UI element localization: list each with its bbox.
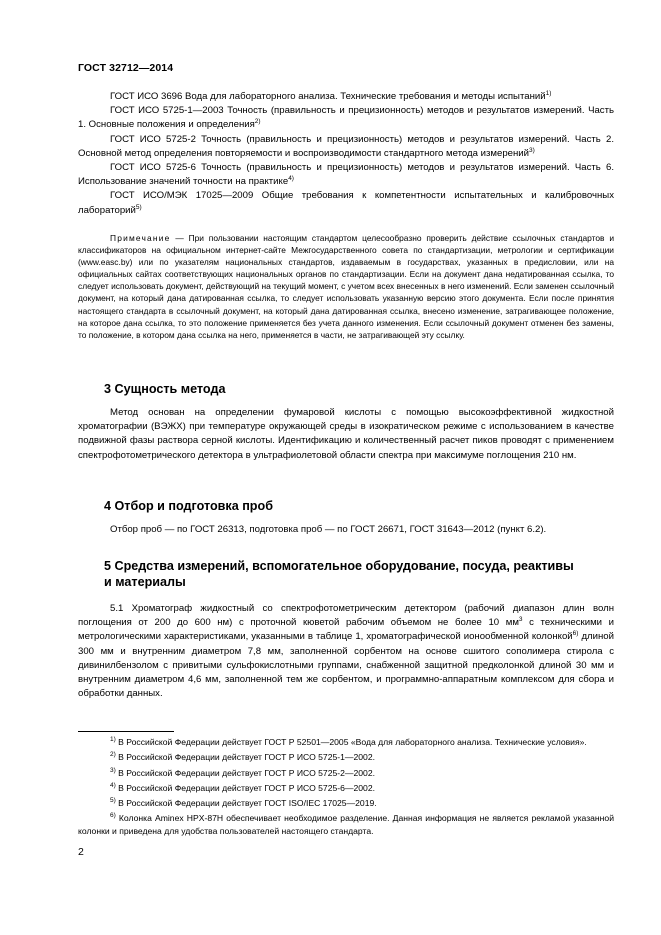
section-4-paragraph: Отбор проб — по ГОСТ 26313, подготовка проб — по ГОСТ 26671, ГОСТ 31643—2012 (пункт 6.2). — [110, 524, 547, 535]
footnote-item — [78, 751, 614, 763]
footnote-divider — [78, 731, 174, 732]
paragraph-text: с техническими и метрологическими характеристиками, указанными в таблице 1, хроматографической ионообменной колонкой — [78, 617, 614, 643]
footnote-item — [78, 797, 614, 809]
footnote-item — [78, 767, 614, 779]
footnote-ref[interactable]: 4) — [288, 175, 294, 183]
reference-item — [78, 133, 614, 161]
footnote-mark: 1) — [110, 736, 116, 743]
footnote-ref[interactable]: 3) — [529, 146, 535, 154]
footnote-item — [78, 736, 614, 748]
reference-item — [78, 161, 614, 189]
reference-text: ГОСТ ИСО 3696 Вода для лабораторного анализа. Технические требования и методы испытаний — [110, 91, 546, 102]
section-5-heading — [104, 558, 624, 590]
footnote-text: В Российской Федерации действует ГОСТ Р ИСО 5725-2—2002. — [115, 767, 376, 778]
reference-item — [78, 104, 614, 132]
footnote-item — [78, 812, 614, 837]
reference-item — [78, 189, 614, 217]
footnote-mark: 5) — [110, 797, 116, 805]
reference-text: ГОСТ ИСО 5725-2 Точность (правильность и прецизионность) методов и результатов измерений. Часть 2. Основной метод определения повторяемости и воспроизводимости стандартного метода измерений — [78, 133, 614, 159]
page-number: 2 — [78, 846, 84, 858]
footnote-ref[interactable]: 1) — [545, 90, 552, 97]
note-label: Примечание — [110, 233, 171, 243]
section-3-paragraph: Метод основан на определении фумаровой кислоты с помощью высокоэффективной жидкостной хроматографии (ВЭЖХ) при температуре окружающей среды в изократическом режиме с использованием в качестве подвижной фазы раствора серной кислоты. Идентификацию и количественный расчет пиков проводят с применением спектрофотометрического детектора в ультрафиолетовой области спектра при максимуме поглощения 210 нм. — [78, 407, 614, 461]
section-3-body — [78, 406, 614, 463]
note-text: — При пользовании настоящим стандартом целесообразно проверить действие ссылочных стандартов и классификаторов на официальном интернет-сайте Межгосударственного совета по стандартизации, метрологии и сертификации (www.easc.by) или по указателям национальных стандартов, издаваемым в государствах, указанных в предисловии, или на официальных сайтах соответствующих национальных органов по стандартизации. Если на документ дана недатированная ссылка, то следует использовать документ, действующий на текущий момент, с учетом всех внесенных в него изменений. Если заменен ссылочный документ, на который дана датированная ссылка, то следует использовать указанную версию этого документа. Если после принятия настоящего стандарта в ссылочный документ, на который дана датированная ссылка, внесено изменение, затрагивающее положение, на которое дана ссылка, то это положение применяется без учета данного изменения. Если ссылочный документ отменен без замены, то положение, в котором дана ссылка на него, применяется в части, не затрагивающей эту ссылку. — [78, 233, 614, 340]
reference-text: ГОСТ ИСО 5725-1—2003 Точность (правильность и прецизионность) методов и результатов измерений. Часть 1. Основные положения и определения — [78, 105, 614, 131]
section-5-paragraph — [78, 602, 614, 701]
superscript-exponent: 3 — [518, 616, 523, 624]
footnote-mark: 4) — [110, 781, 116, 789]
reference-text: ГОСТ ИСО/МЭК 17025—2009 Общие требования к компетентности испытательных и калибровочных лабораторий — [78, 190, 614, 216]
footnote-text: В Российской Федерации действует ГОСТ Р ИСО 5725-1—2002. — [115, 752, 376, 763]
section-5-heading-line: и материалы — [104, 575, 186, 589]
section-5-heading-line: 5 Средства измерений, вспомогательное оборудование, посуда, реактивы — [104, 559, 574, 573]
paragraph-text: 5.1 Хроматограф жидкостный со спектрофотометрическим детектором (рабочий диапазон длин волн поглощения от 200 до 600 нм) с проточной кюветой рабочим объемом не более 10 мм — [78, 603, 614, 629]
footnote-text: Колонка Aminex HPX-87H обеспечивает необходимое разделение. Данная информация не является рекламой указанной колонки и приведена для удобства пользователей настоящего стандарта. — [78, 813, 614, 836]
footnote-mark: 6) — [110, 812, 116, 820]
footnote-ref[interactable]: 6) — [572, 630, 579, 638]
section-4-heading: 4 Отбор и подготовка проб — [104, 499, 273, 513]
normative-references — [78, 90, 614, 218]
paragraph-text: длиной 300 мм и внутренним диаметром 7,8 мм, заполненной сорбентом на основе сшитого сополимера стирола с дивинилбензолом с привитыми сульфокислотными группами, снабженной защитной предколонкой длиной 30 мм и внутренним диаметром 4,6 мм, заполненной тем же сорбентом, и программно-аппаратным комплексом для сбора и обработки данных. — [78, 631, 614, 700]
note-paragraph — [78, 232, 614, 341]
footnote-ref[interactable]: 5) — [135, 203, 142, 211]
footnote-mark: 2) — [110, 751, 116, 759]
reference-text: ГОСТ ИСО 5725-6 Точность (правильность и прецизионность) методов и результатов измерений. Часть 6. Использование значений точности на практике — [78, 162, 614, 188]
footnote-ref[interactable]: 2) — [254, 118, 261, 126]
section-3-heading: 3 Сущность метода — [104, 382, 226, 396]
footnote-text: В Российской Федерации действует ГОСТ ISO/IEC 17025—2019. — [115, 798, 377, 809]
footnote-item — [78, 782, 614, 794]
footnote-mark: 3) — [110, 766, 116, 774]
running-head: ГОСТ 32712—2014 — [78, 62, 174, 74]
section-4-body — [78, 523, 614, 537]
note-block — [78, 232, 614, 341]
footnote-text: В Российской Федерации действует ГОСТ Р 52501—2005 «Вода для лабораторного анализа. Технические условия». — [115, 737, 587, 747]
footnotes — [78, 736, 614, 840]
footnote-text: В Российской Федерации действует ГОСТ Р ИСО 5725-6—2002. — [115, 782, 376, 793]
section-5-body — [78, 602, 614, 701]
reference-item — [78, 90, 614, 104]
